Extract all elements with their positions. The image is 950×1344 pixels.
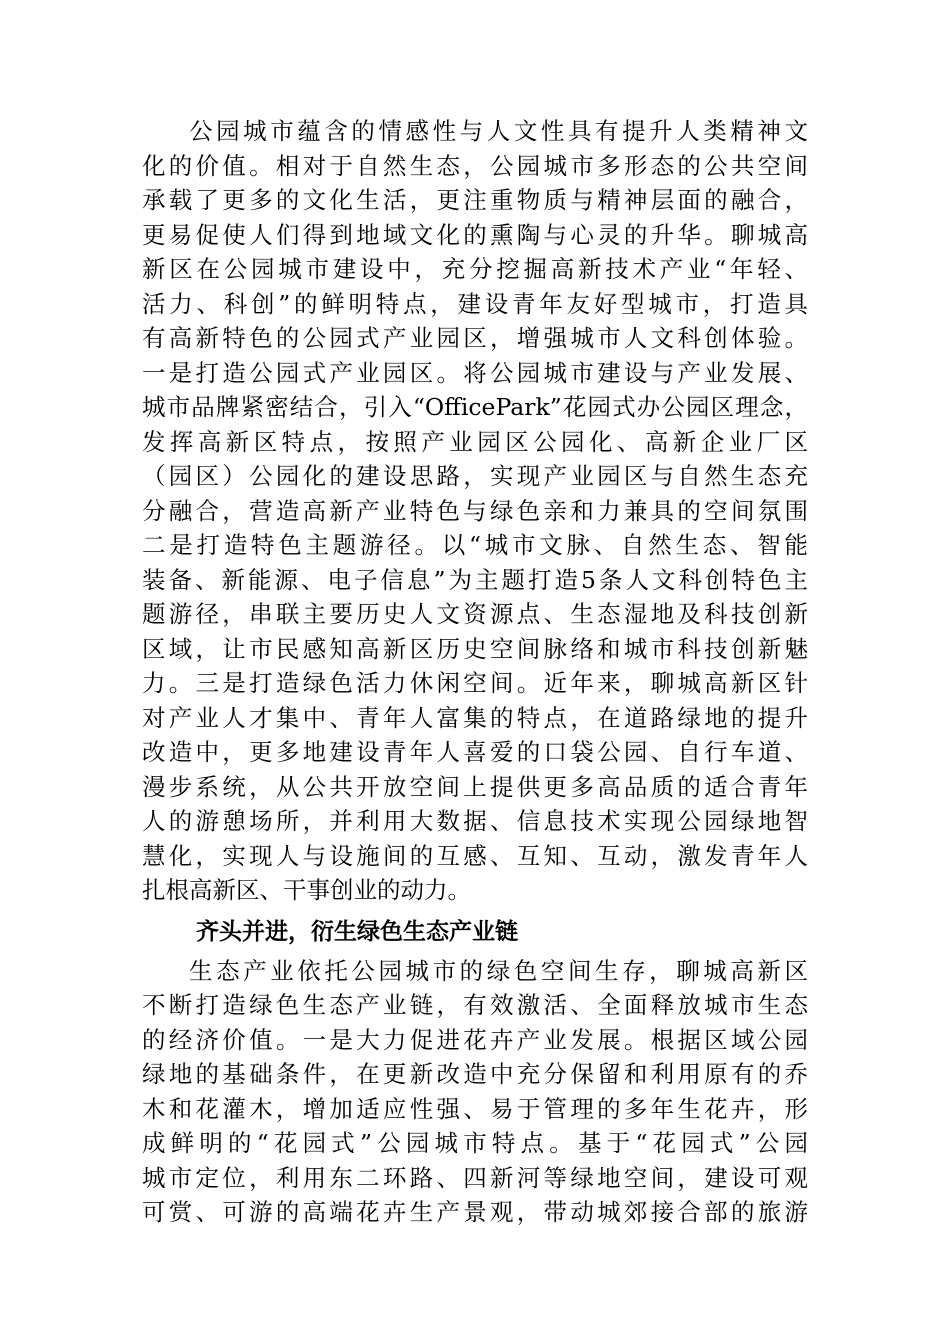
paragraph-line: 不断打造绿色生态产业链，有效激活、全面释放城市生态 (142, 991, 808, 1019)
paragraph-line: 人的游憩场所，并利用大数据、信息技术实现公园绿地智 (142, 807, 808, 835)
paragraph-line: 题游径，串联主要历史人文资源点、生态湿地及科技创新 (142, 600, 808, 628)
paragraph-line: 生态产业依托公园城市的绿色空间生存，聊城高新区 (189, 956, 808, 985)
paragraph-line: 二是打造特色主题游径。以“城市文脉、自然生态、智能 (142, 531, 808, 559)
paragraph-line: 装备、新能源、电子信息”为主题打造5条人文科创特色主 (142, 565, 808, 594)
paragraph-line: 力。三是打造绿色活力休闲空间。近年来，聊城高新区针 (142, 669, 808, 697)
paragraph-line: 可赏、可游的高端花卉生产景观，带动城郊接合部的旅游 (142, 1198, 808, 1226)
paragraph-green-industry-chain (142, 954, 808, 1230)
paragraph-line: 区域，让市民感知高新区历史空间脉络和城市科技创新魅 (142, 634, 808, 663)
paragraph-line: 活力、科创”的鲜明特点，建设青年友好型城市，打造具 (142, 289, 808, 318)
paragraph-line: 慧化，实现人与设施间的互感、互知、互动，激发青年人 (142, 841, 808, 870)
paragraph-line: 的经济价值。一是大力促进花卉产业发展。根据区域公园 (142, 1025, 808, 1054)
paragraph-line: 有高新特色的公园式产业园区，增强城市人文科创体验。 (142, 324, 808, 352)
paragraph-line: 化的价值。相对于自然生态，公园城市多形态的公共空间 (142, 151, 808, 180)
paragraph-line: 一是打造公园式产业园区。将公园城市建设与产业发展、 (142, 358, 808, 387)
paragraph-line: 对产业人才集中、青年人富集的特点，在道路绿地的提升 (142, 703, 808, 732)
paragraph-line: 改造中，更多地建设青年人喜爱的口袋公园、自行车道、 (142, 738, 808, 766)
paragraph-line: 承载了更多的文化生活，更注重物质与精神层面的融合， (142, 186, 808, 214)
paragraph-line: 新区在公园城市建设中，充分挖掘高新技术产业“年轻、 (142, 255, 808, 283)
document-body (142, 114, 808, 1230)
paragraph-line: 城市品牌紧密结合，引入“OfficePark”花园式办公园区理念， (142, 393, 808, 421)
paragraph-line: 更易促使人们得到地域文化的熏陶与心灵的升华。聊城高 (142, 220, 808, 249)
paragraph-line: 漫步系统，从公共开放空间上提供更多高品质的适合青年 (142, 772, 808, 801)
paragraph-line: （园区）公园化的建设思路，实现产业园区与自然生态充 (142, 462, 808, 490)
paragraph-line: 发挥高新区特点，按照产业园区公园化、高新企业厂区 (142, 427, 808, 456)
paragraph-line: 扎根高新区、干事创业的动力。 (142, 876, 471, 904)
section-heading: 齐头并进，衍生绿色生态产业链 (196, 918, 518, 945)
paragraph-line: 分融合，营造高新产业特色与绿色亲和力兼具的空间氛围 (142, 496, 808, 525)
paragraph-line: 木和花灌木，增加适应性强、易于管理的多年生花卉，形 (142, 1094, 808, 1123)
paragraph-park-city-culture (142, 114, 808, 908)
paragraph-line: 绿地的基础条件，在更新改造中充分保留和利用原有的乔 (142, 1060, 808, 1088)
paragraph-line: 公园城市蕴含的情感性与人文性具有提升人类精神文 (189, 117, 808, 145)
paragraph-line: 成鲜明的“花园式”公园城市特点。基于“花园式”公园 (142, 1129, 808, 1157)
paragraph-line: 城市定位，利用东二环路、四新河等绿地空间，建设可观 (142, 1163, 808, 1192)
